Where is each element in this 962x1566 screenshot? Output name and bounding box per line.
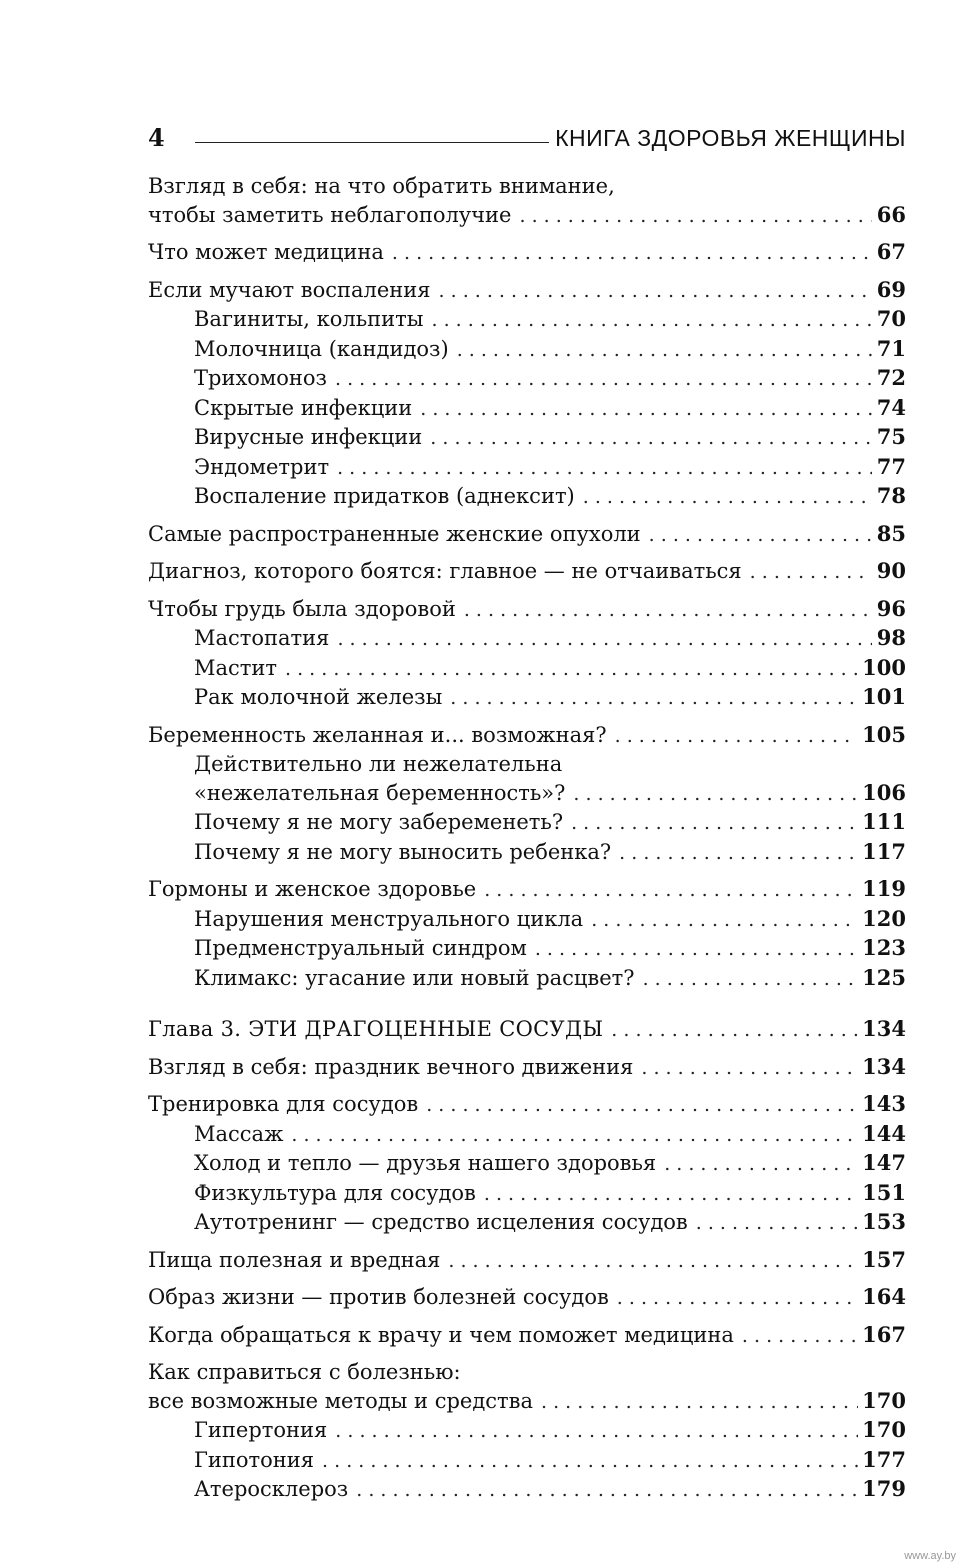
dot-leader xyxy=(291,1121,858,1150)
dot-leader xyxy=(619,839,858,868)
toc-entry xyxy=(148,520,906,550)
table-of-contents xyxy=(148,172,906,1505)
toc-entry-page: 117 xyxy=(862,838,906,864)
toc-entry-title: Воспаление придатков (аднексит) xyxy=(194,484,575,508)
toc-entry-title: Гипотония xyxy=(194,1447,315,1472)
dot-leader xyxy=(285,655,858,684)
toc-entry xyxy=(148,276,906,306)
toc-entry-title: Рак молочной железы xyxy=(194,685,443,709)
toc-entry xyxy=(148,1446,906,1476)
toc-entry-page: 179 xyxy=(862,1476,906,1501)
dot-leader xyxy=(615,722,859,751)
toc-entry-title: Гормоны и женское здоровье xyxy=(148,877,477,901)
toc-entry-title: Предменструальный синдром xyxy=(194,936,527,960)
toc-entry-title: Трихомоноз xyxy=(194,366,328,390)
toc-entry-page: 125 xyxy=(862,964,906,990)
dot-leader xyxy=(649,521,872,550)
toc-entry xyxy=(148,423,906,453)
toc-entry-page: 90 xyxy=(876,558,906,583)
dot-leader xyxy=(535,935,858,964)
toc-entry-page: 143 xyxy=(862,1091,906,1116)
toc-entry xyxy=(148,1416,906,1446)
toc-entry xyxy=(148,394,906,424)
toc-entry-page: 164 xyxy=(862,1284,906,1309)
toc-entry-page: 147 xyxy=(862,1150,906,1175)
toc-entry-title: Аутотренинг — средство исцеления сосудов xyxy=(194,1210,688,1234)
toc-entry xyxy=(148,238,906,268)
dot-leader xyxy=(583,483,872,512)
toc-entry xyxy=(148,1283,906,1313)
toc-entry-title: Пища полезная и вредная xyxy=(148,1247,441,1272)
toc-entry xyxy=(148,1321,906,1351)
toc-entry-title: все возможные методы и средства xyxy=(148,1388,534,1413)
toc-chapter-entry xyxy=(148,1015,906,1045)
toc-entry-title-line: Действительно ли нежелательна xyxy=(194,752,563,776)
toc-entry-title: Глава 3. ЭТИ ДРАГОЦЕННЫЕ СОСУДЫ xyxy=(148,1017,604,1041)
toc-entry-page: 66 xyxy=(876,201,906,227)
dot-leader xyxy=(322,1447,858,1476)
toc-entry-title: Вирусные инфекции xyxy=(194,425,423,449)
toc-entry xyxy=(148,624,906,654)
toc-entry xyxy=(148,1149,906,1179)
toc-entry-title: Чтобы грудь была здоровой xyxy=(148,596,456,621)
toc-entry-page: 75 xyxy=(876,424,906,449)
dot-leader xyxy=(432,306,873,335)
toc-entry-page: 71 xyxy=(876,335,906,361)
toc-entry-title: Мастит xyxy=(194,655,278,680)
toc-entry-title: Тренировка для сосудов xyxy=(148,1092,419,1116)
toc-entry-page: 77 xyxy=(876,453,906,479)
toc-entry xyxy=(148,1053,906,1083)
toc-entry-page: 96 xyxy=(876,595,906,621)
toc-entry xyxy=(148,654,906,684)
toc-entry-title: Диагноз, которого боятся: главное — не отчаиваться xyxy=(148,559,742,583)
toc-entry-page: 170 xyxy=(862,1387,906,1413)
running-title: КНИГА ЗДОРОВЬЯ ЖЕНЩИНЫ xyxy=(555,125,906,151)
toc-entry xyxy=(148,934,906,964)
toc-entry-page: 72 xyxy=(876,365,906,390)
dot-leader xyxy=(337,454,872,483)
dot-leader xyxy=(450,684,858,713)
toc-entry-page: 105 xyxy=(862,721,906,747)
toc-entry-title: Массаж xyxy=(194,1121,284,1146)
dot-leader xyxy=(643,965,859,994)
dot-leader xyxy=(617,1284,858,1313)
dot-leader xyxy=(448,1247,858,1276)
toc-entry-page: 119 xyxy=(862,876,906,901)
toc-entry xyxy=(148,683,906,713)
toc-entry-title: Атеросклероз xyxy=(194,1477,349,1501)
toc-entry-title: Что может медицина xyxy=(148,240,384,264)
toc-entry xyxy=(148,1475,906,1505)
toc-entry-page: 67 xyxy=(876,239,906,264)
dot-leader xyxy=(335,1417,858,1446)
toc-entry-title: Почему я не могу выносить ребенка? xyxy=(194,839,612,864)
dot-leader xyxy=(541,1388,858,1417)
dot-leader xyxy=(484,876,858,905)
page-header xyxy=(148,112,906,152)
toc-entry-page: 70 xyxy=(876,306,906,331)
toc-entry-title: Скрытые инфекции xyxy=(194,395,413,420)
toc-entry xyxy=(148,1246,906,1276)
toc-entry xyxy=(148,453,906,483)
toc-entry xyxy=(148,364,906,394)
toc-entry-line xyxy=(148,1358,906,1387)
dot-leader xyxy=(573,780,858,809)
toc-entry xyxy=(148,201,906,231)
dot-leader xyxy=(356,1476,858,1505)
toc-entry-page: 106 xyxy=(862,779,906,805)
toc-entry-page: 74 xyxy=(876,394,906,420)
toc-entry xyxy=(148,779,906,809)
toc-entry-page: 69 xyxy=(876,276,906,302)
page-number: 4 xyxy=(148,123,165,152)
dot-leader xyxy=(464,596,872,625)
toc-entry-title: «нежелательная беременность»? xyxy=(194,780,566,805)
toc-entry-title: Вагиниты, кольпиты xyxy=(194,307,424,331)
toc-entry-title: Почему я не могу забеременеть? xyxy=(194,810,564,834)
toc-entry-line xyxy=(148,172,906,201)
toc-entry xyxy=(148,721,906,751)
toc-entry-title: Если мучают воспаления xyxy=(148,277,431,302)
toc-entry xyxy=(148,1120,906,1150)
dot-leader xyxy=(664,1150,858,1179)
toc-entry xyxy=(148,1387,906,1417)
toc-entry-page: 153 xyxy=(862,1209,906,1234)
toc-entry-page: 85 xyxy=(876,520,906,546)
toc-entry-title: Физкультура для сосудов xyxy=(194,1180,476,1205)
toc-entry-page: 78 xyxy=(876,483,906,508)
toc-entry-title: Гипертония xyxy=(194,1418,328,1442)
toc-entry xyxy=(148,905,906,935)
toc-entry-title: Нарушения менструального цикла xyxy=(194,906,584,931)
toc-entry-page: 134 xyxy=(862,1016,906,1041)
dot-leader xyxy=(696,1209,858,1238)
toc-entry xyxy=(148,557,906,587)
dot-leader xyxy=(430,424,872,453)
toc-entry-title: чтобы заметить неблагополучие xyxy=(148,202,512,227)
toc-entry xyxy=(148,875,906,905)
dot-leader xyxy=(571,809,858,838)
dot-leader xyxy=(750,558,872,587)
toc-entry xyxy=(148,964,906,994)
toc-entry xyxy=(148,305,906,335)
toc-entry xyxy=(148,1090,906,1120)
toc-entry-page: 170 xyxy=(862,1417,906,1442)
dot-leader xyxy=(457,336,872,365)
toc-entry-page: 167 xyxy=(862,1321,906,1347)
dot-leader xyxy=(742,1322,858,1351)
toc-entry-title: Когда обращаться к врачу и чем поможет медицина xyxy=(148,1322,734,1347)
toc-entry-page: 101 xyxy=(862,684,906,709)
toc-entry xyxy=(148,335,906,365)
toc-entry-page: 157 xyxy=(862,1246,906,1272)
toc-entry xyxy=(148,838,906,868)
toc-entry-page: 151 xyxy=(862,1179,906,1205)
dot-leader xyxy=(641,1054,858,1083)
toc-entry-page: 98 xyxy=(876,625,906,650)
toc-entry-title: Молочница (кандидоз) xyxy=(194,336,449,361)
dot-leader xyxy=(591,906,858,935)
toc-entry-title: Холод и тепло — друзья нашего здоровья xyxy=(194,1151,657,1175)
dot-leader xyxy=(337,625,872,654)
toc-entry-title-line: Как справиться с болезнью: xyxy=(148,1360,461,1384)
dot-leader xyxy=(519,202,872,231)
dot-leader xyxy=(420,395,872,424)
dot-leader xyxy=(439,277,872,306)
dot-leader xyxy=(611,1016,858,1045)
dot-leader xyxy=(426,1091,858,1120)
toc-entry-page: 100 xyxy=(862,654,906,680)
toc-entry-page: 111 xyxy=(862,809,906,834)
toc-entry-title: Взгляд в себя: праздник вечного движения xyxy=(148,1054,634,1079)
toc-entry xyxy=(148,808,906,838)
toc-entry-title: Мастопатия xyxy=(194,626,330,650)
toc-entry xyxy=(148,482,906,512)
toc-entry-title: Образ жизни — против болезней сосудов xyxy=(148,1285,609,1309)
toc-entry-page: 134 xyxy=(862,1053,906,1079)
toc-entry xyxy=(148,595,906,625)
watermark: www.ay.by xyxy=(904,1550,956,1562)
toc-entry xyxy=(148,1208,906,1238)
dot-leader xyxy=(335,365,872,394)
toc-entry-title: Климакс: угасание или новый расцвет? xyxy=(194,965,635,990)
toc-entry-title: Самые распространенные женские опухоли xyxy=(148,521,641,546)
dot-leader xyxy=(484,1180,858,1209)
toc-entry xyxy=(148,1179,906,1209)
header-rule xyxy=(195,142,549,143)
toc-entry-page: 177 xyxy=(862,1446,906,1472)
toc-entry-title: Беременность желанная и... возможная? xyxy=(148,722,607,747)
toc-entry-page: 120 xyxy=(862,905,906,931)
toc-entry-title: Эндометрит xyxy=(194,454,330,479)
toc-entry-page: 123 xyxy=(862,935,906,960)
dot-leader xyxy=(392,239,872,268)
toc-entry-line xyxy=(148,750,906,779)
toc-entry-page: 144 xyxy=(862,1120,906,1146)
toc-entry-title-line: Взгляд в себя: на что обратить внимание, xyxy=(148,174,615,198)
